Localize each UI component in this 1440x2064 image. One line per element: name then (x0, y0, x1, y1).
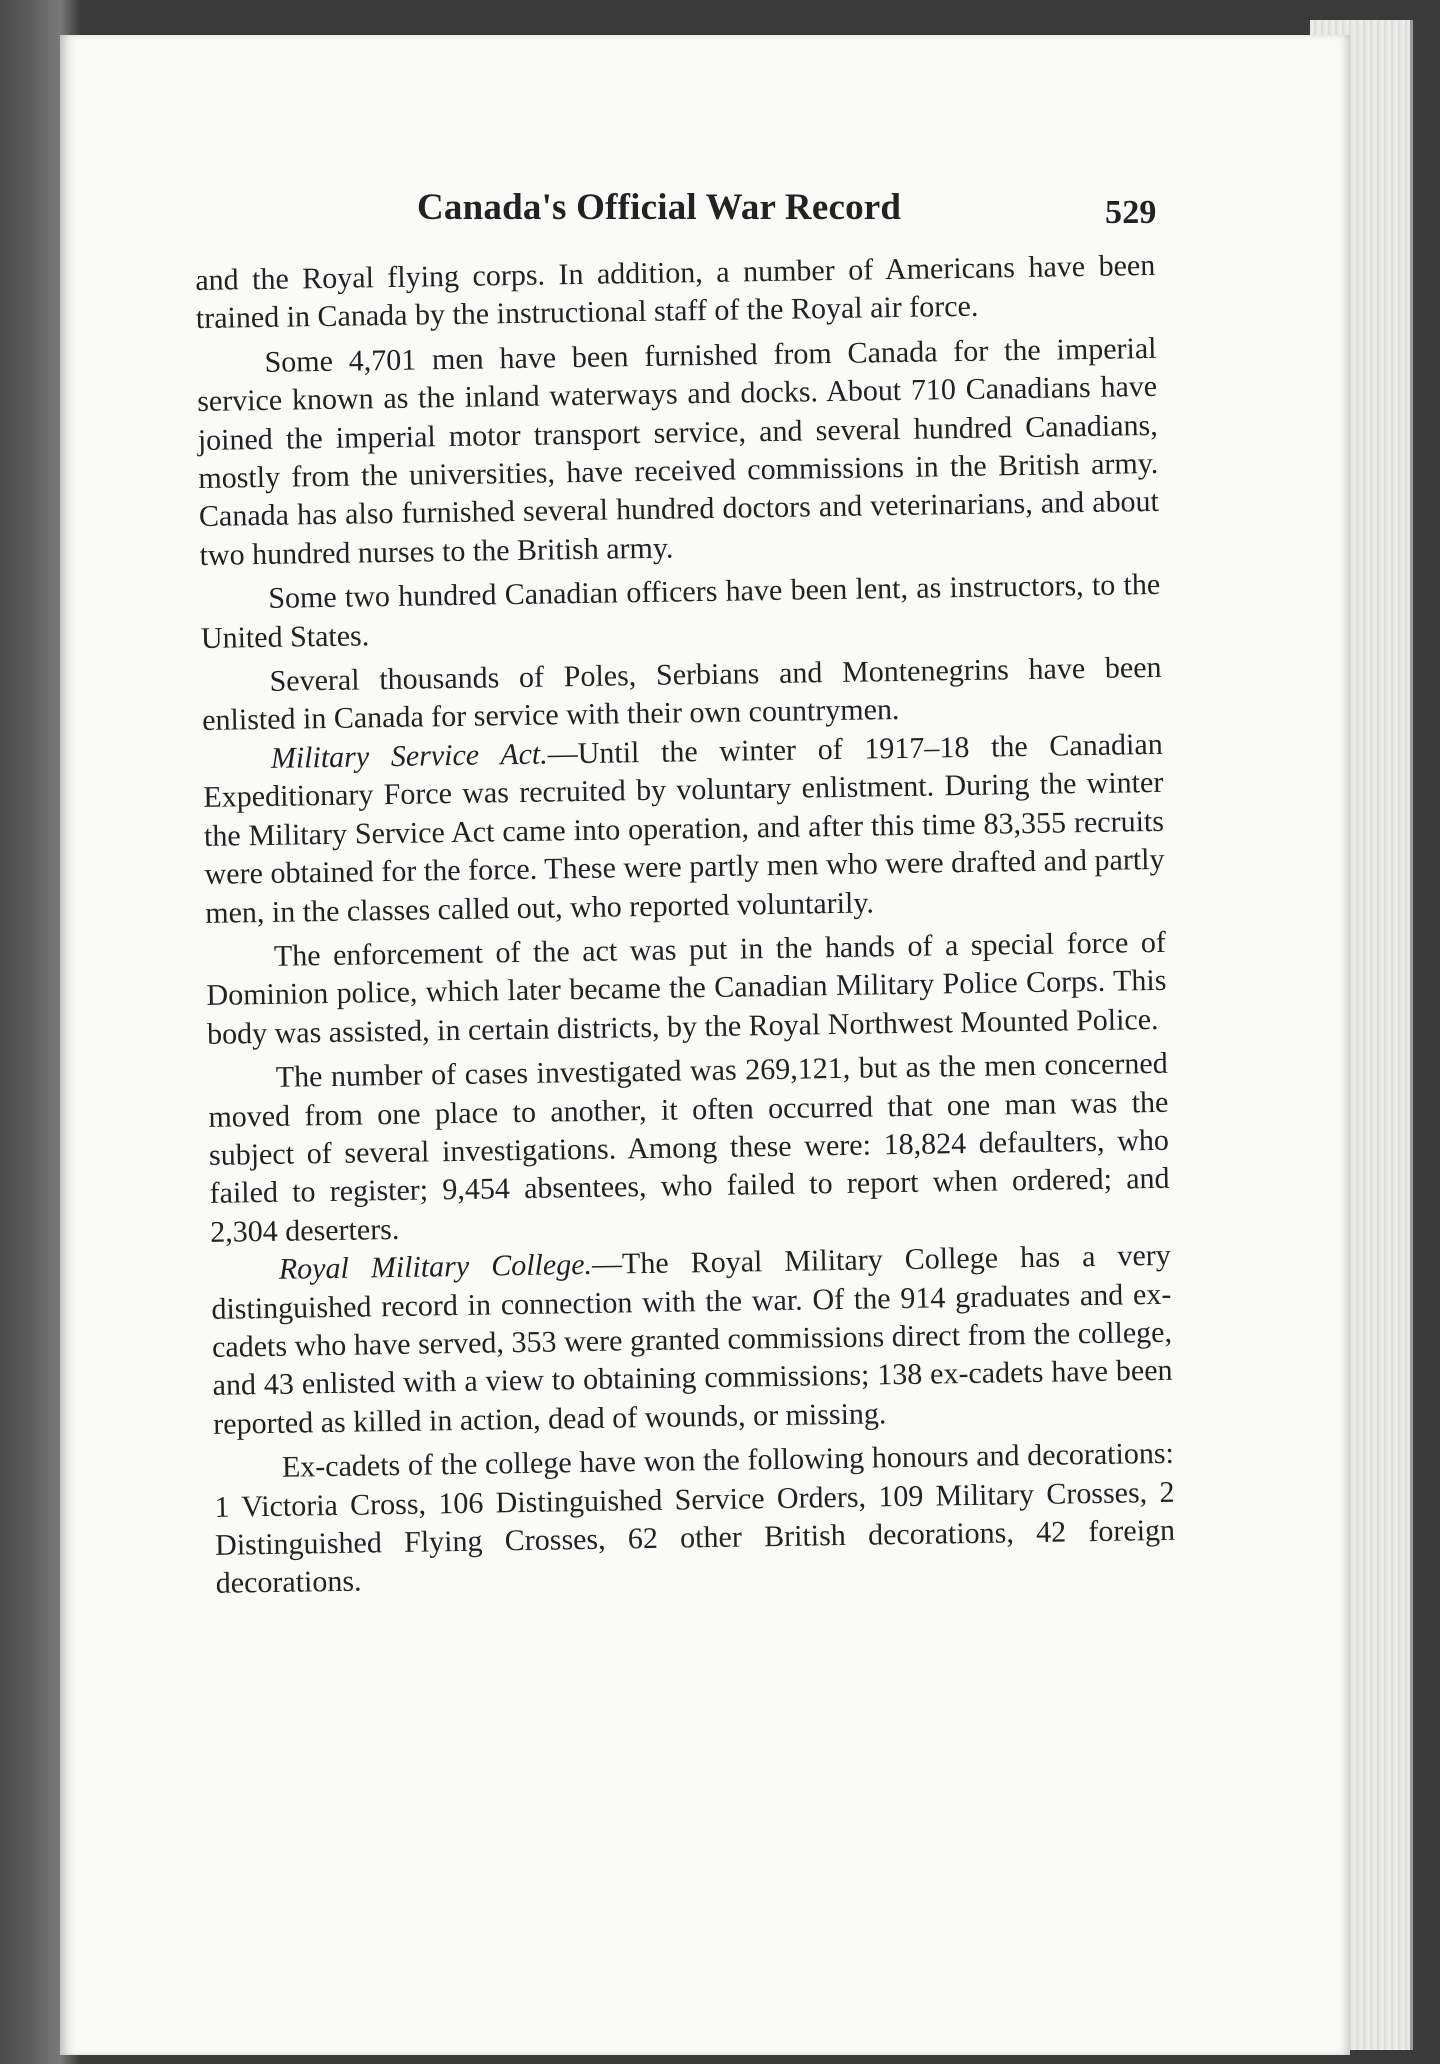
running-head-title: Canada's Official War Record (417, 187, 902, 228)
paragraph-royal-military-college (211, 1237, 1174, 1444)
paragraph-text: —The Royal Military College has a very distinguished record in connection with the war. Of the 914 graduates and ex-cadets who have served, 353 were granted commissions direct from the college, and 43 enlisted with a view to obtaining commissions; 138 ex-cadets have been reported as killed in action, dead of wounds, or missing. (211, 1238, 1173, 1441)
paragraph: and the Royal flying corps. In addition, a number of Americans have been trained in Canada by the instructional staff of the Royal air force. (195, 248, 1156, 336)
section-heading: Royal Military College. (278, 1248, 593, 1286)
paragraph: The enforcement of the act was put in the hands of a special force of Dominion police, which later became the Canadian Military Police Corps. This body was assisted, in certain districts, by the Royal Northwest Mounted Police. (206, 925, 1167, 1051)
paragraph-military-service-act (203, 726, 1166, 933)
paragraph: Some 4,701 men have been furnished from Canada for the imperial service known as the inland waterways and docks. About 710 Canadians have joined the imperial motor transport service, and several hundred Canadians, mostly from the universities, have received commissions in the British army. Canada has also furnished several hundred doctors and veterinarians, and about two hundred nurses to the British army. (196, 331, 1160, 572)
paragraph: Some two hundred Canadian officers have been lent, as instructors, to the United States. (200, 568, 1161, 655)
paragraph: The number of cases investigated was 269,121, but as the men concerned moved from one place to another, it often occurred that one man was the subject of several investigations. Among these were: 18,824 defaulters, who failed to register; 9,454 absentees, who failed to report when ordered; and 2,304 deserters. (208, 1046, 1170, 1249)
body-text (195, 247, 1176, 1604)
paragraph: Several thousands of Poles, Serbians and Montenegrins have been enlisted in Canada for service with their own countrymen. (201, 650, 1162, 738)
paragraph-text: —Until the winter of 1917–18 the Canadian Expeditionary Force was recruited by voluntary enlistment. During the winter the Military Service Act came into operation, and after this time 83,355 recruits were obtained for the force. These were partly men who were drafted and partly men, in the classes called out, who reported voluntarily. (203, 727, 1165, 930)
page-number: 529 (1105, 194, 1157, 231)
paragraph: Ex-cadets of the college have won the following honours and decorations: 1 Victoria Cross, 106 Distinguished Service Orders, 109 Military Crosses, 2 Distinguished Flying Crosses, 62 other British decorations, 42 foreign decorations. (214, 1436, 1176, 1601)
section-heading: Military Service Act. (270, 737, 548, 775)
